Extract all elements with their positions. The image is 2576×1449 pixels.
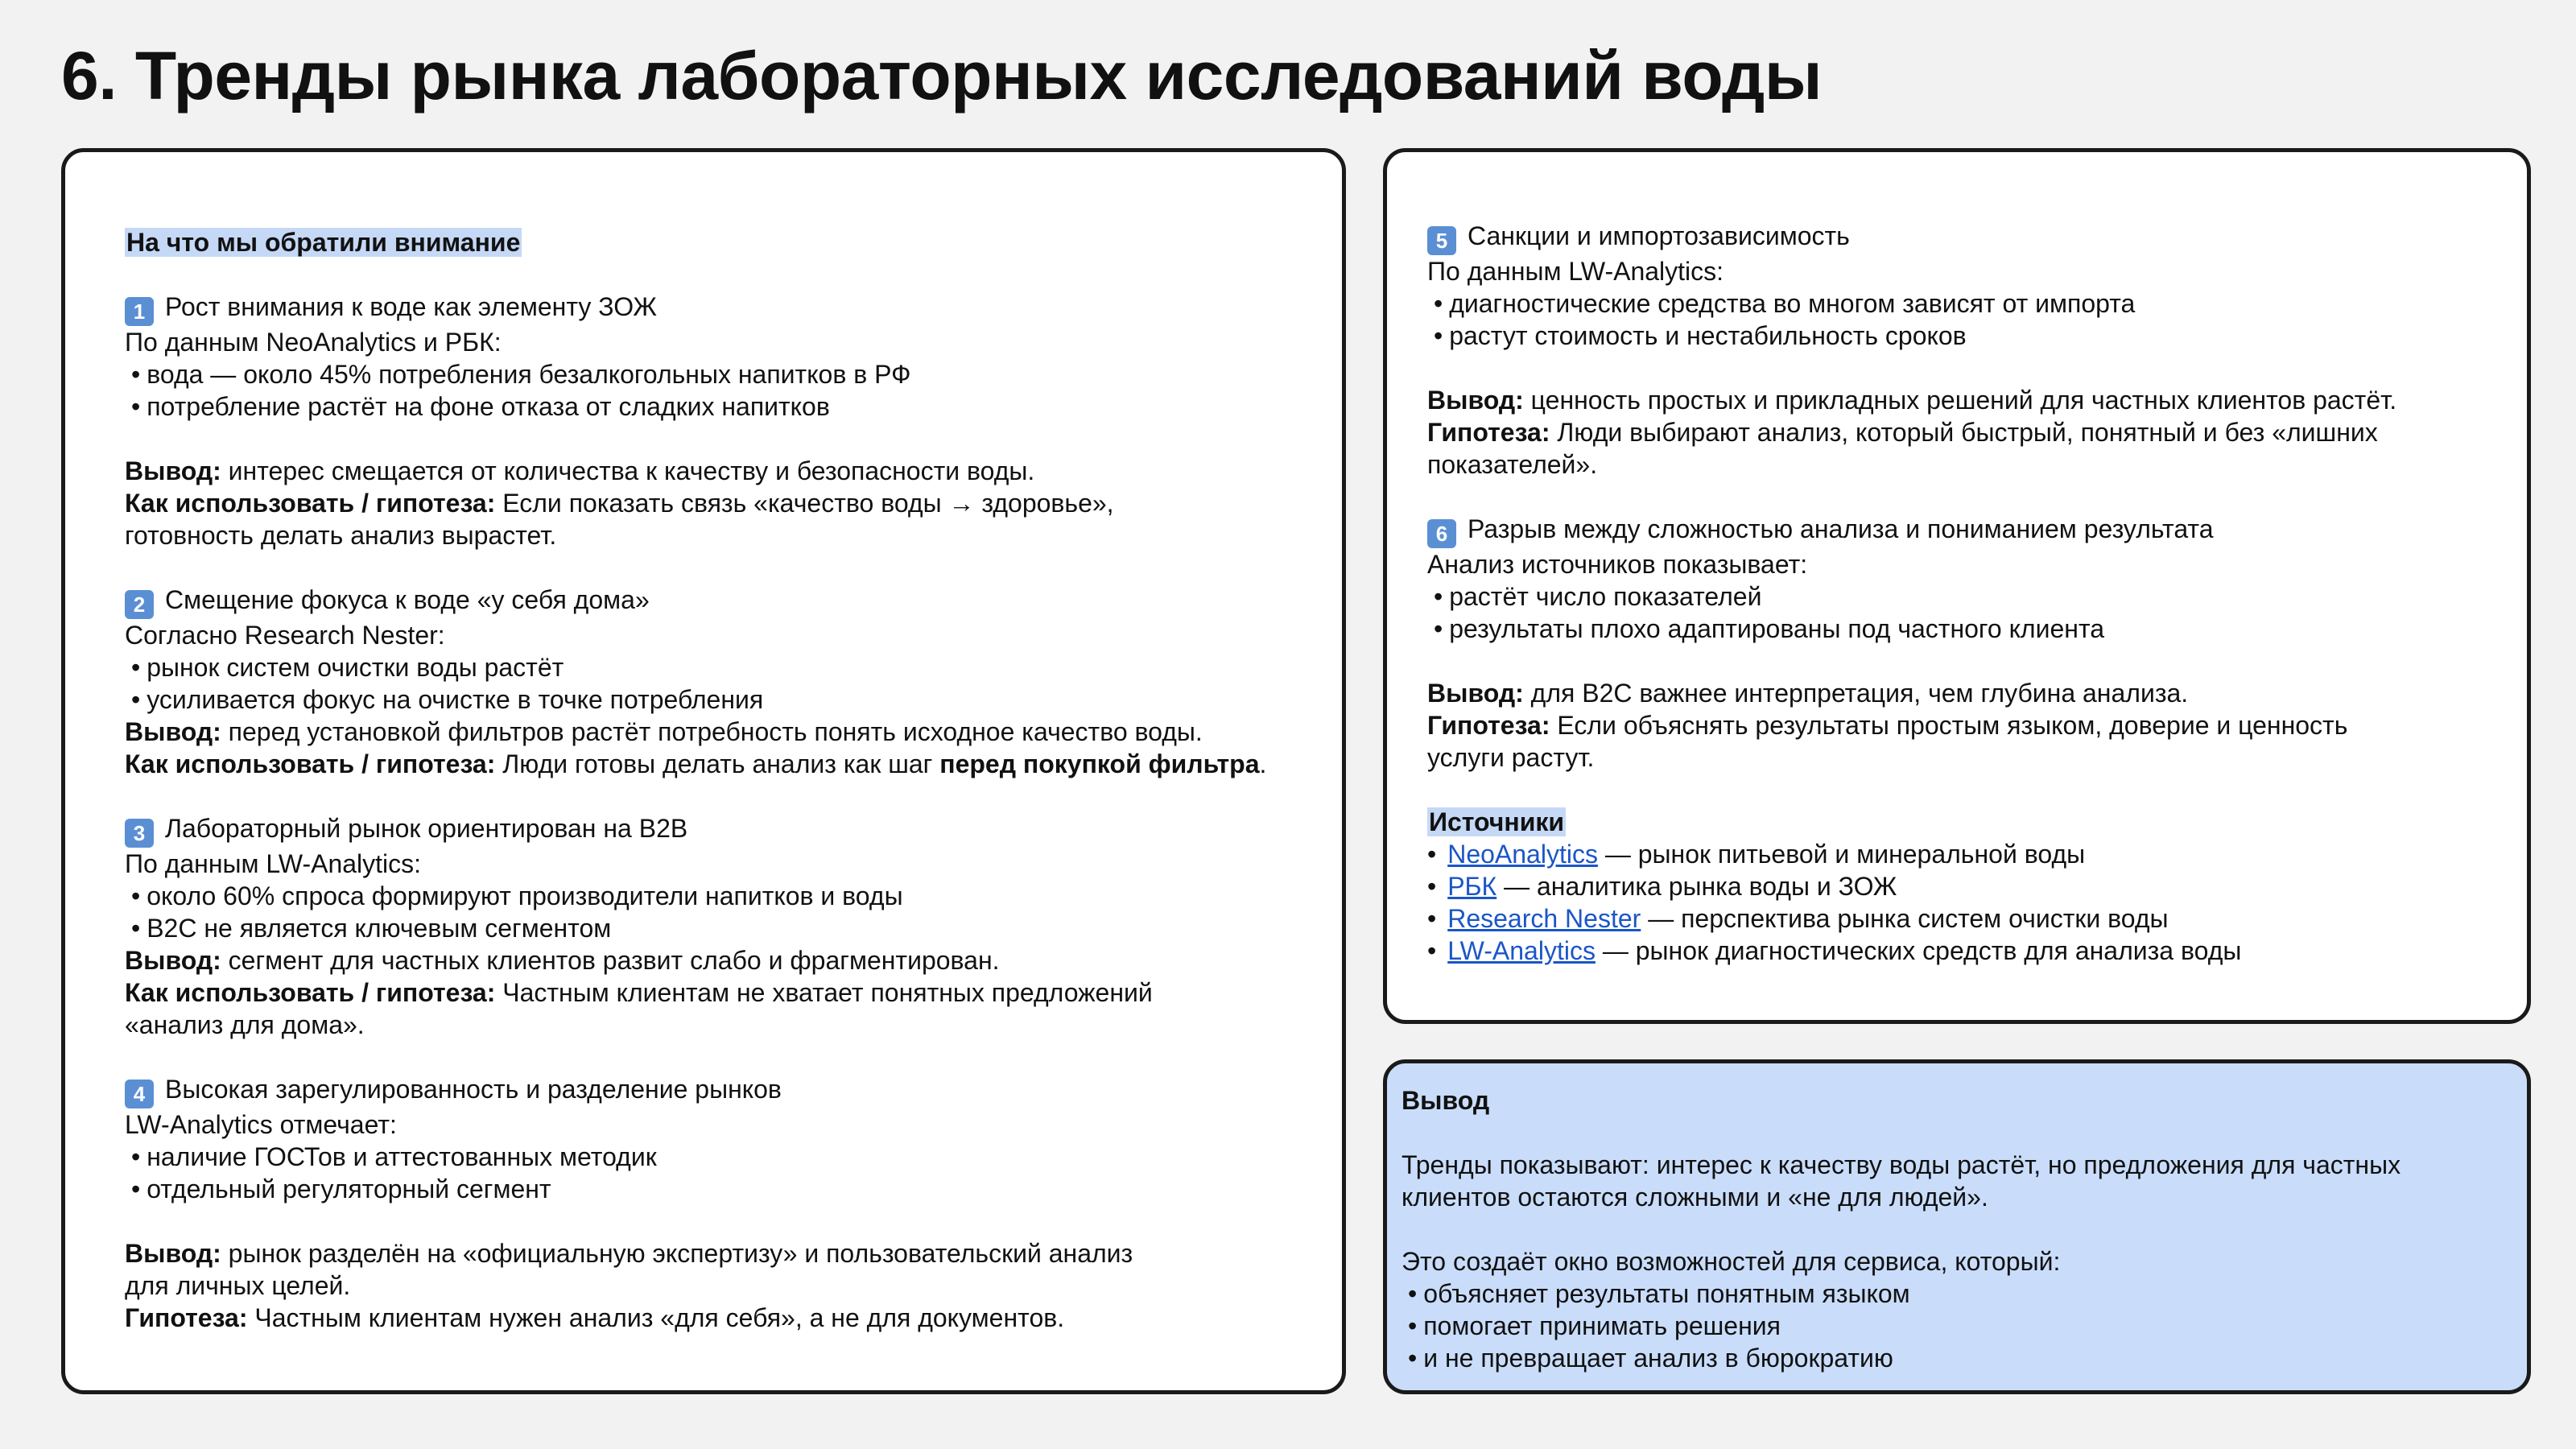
number-5-icon: 5 [1427,226,1456,255]
trend-6-title: 6 Разрыв между сложностью анализа и пониманием результата [1427,513,2487,548]
number-6-icon: 6 [1427,519,1456,548]
trend-1-hypothesis-cont: готовность делать анализ вырастет. [125,521,557,550]
source-item: • LW-Analytics — рынок диагностических средств для анализа воды [1427,935,2487,967]
number-2-icon: 2 [125,590,154,619]
trend-4-hypothesis: Гипотеза: Частным клиентам нужен анализ «для себя», а не для документов. [125,1303,1065,1332]
trend-1-conclusion: Вывод: интерес смещается от количества к качеству и безопасности воды. [125,456,1035,485]
trend-3-intro: По данным LW-Analytics: [125,849,422,878]
trend-1-bullet: • потребление растёт на фоне отказа от сладких напитков [125,390,1281,423]
conclusion-card [1383,1059,2531,1394]
conclusion-paragraph: Тренды показывают: интерес к качеству воды растёт, но предложения для частных [1402,1150,2401,1179]
trend-3-conclusion: Вывод: сегмент для частных клиентов развит слабо и фрагментирован. [125,946,1000,975]
trend-6-hypothesis: Гипотеза: Если объяснять результаты простым языком, доверие и ценность [1427,711,2348,740]
trend-3-title: 3 Лабораторный рынок ориентирован на B2B [125,812,1281,848]
page-title: 6. Тренды рынка лабораторных исследований воды [61,38,1823,114]
trend-2-bullet: • рынок систем очистки воды растёт [125,651,1281,683]
trend-5-hypothesis: Гипотеза: Люди выбирают анализ, который быстрый, понятный и без «лишних [1427,418,2378,447]
trends-card [61,148,1346,1394]
trend-2-bullet: • усиливается фокус на очистке в точке потребления [125,683,1281,716]
trend-3-hypothesis-cont: «анализ для дома». [125,1010,365,1039]
trend-2-intro: Согласно Research Nester: [125,621,445,650]
trend-2-hypothesis: Как использовать / гипотеза: Люди готовы делать анализ как шаг перед покупкой фильтра. [125,749,1267,778]
source-item: • РБК — аналитика рынка воды и ЗОЖ [1427,870,2487,902]
conclusion-intro: Это создаёт окно возможностей для сервиса, который: [1402,1247,2061,1276]
source-item: • Research Nester — перспектива рынка систем очистки воды [1427,902,2487,935]
trend-6-intro: Анализ источников показывает: [1427,550,1808,579]
trend-5-title: 5 Санкции и импортозависимость [1427,220,2487,255]
trend-3-bullet: • B2C не является ключевым сегментом [125,912,1281,944]
trend-1-hypothesis: Как использовать / гипотеза: Если показать связь «качество воды → здоровье», [125,489,1114,518]
trend-1-bullet: • вода — около 45% потребления безалкогольных напитков в РФ [125,358,1281,390]
source-link-lw-analytics[interactable]: LW-Analytics [1447,936,1596,965]
trend-5-hypothesis-cont: показателей». [1427,450,1598,479]
trend-5-conclusion: Вывод: ценность простых и прикладных решений для частных клиентов растёт. [1427,386,2397,415]
sources-heading: Источники [1429,807,1565,836]
number-4-icon: 4 [125,1080,154,1108]
conclusion-paragraph-cont: клиентов остаются сложными и «не для людей». [1402,1183,1988,1212]
trend-3-hypothesis: Как использовать / гипотеза: Частным клиентам не хватает понятных предложений [125,978,1153,1007]
trend-4-conclusion-cont: для личных целей. [125,1271,351,1300]
source-item: • NeoAnalytics — рынок питьевой и минеральной воды [1427,838,2487,870]
number-3-icon: 3 [125,819,154,848]
conclusion-bullet: • помогает принимать решения [1402,1310,2511,1342]
trend-4-intro: LW-Analytics отмечает: [125,1110,397,1139]
trend-5-bullet: • растут стоимость и нестабильность сроков [1427,320,2487,352]
trend-4-bullet: • наличие ГОСТов и аттестованных методик [125,1141,1281,1173]
trend-1-intro: По данным NeoAnalytics и РБК: [125,328,502,357]
trend-5-intro: По данным LW-Analytics: [1427,257,1724,286]
trend-4-bullet: • отдельный регуляторный сегмент [125,1173,1281,1205]
trend-2-title: 2 Смещение фокуса к воде «у себя дома» [125,584,1281,619]
trend-6-bullet: • растёт число показателей [1427,580,2487,613]
trend-4-title: 4 Высокая зарегулированность и разделение рынков [125,1073,1281,1108]
trend-4-conclusion: Вывод: рынок разделён на «официальную экспертизу» и пользовательский анализ [125,1239,1133,1268]
conclusion-bullet: • и не превращает анализ в бюрократию [1402,1342,2511,1374]
trend-6-bullet: • результаты плохо адаптированы под частного клиента [1427,613,2487,645]
trend-6-conclusion: Вывод: для B2C важнее интерпретация, чем глубина анализа. [1427,679,2189,708]
source-link-neoanalytics[interactable]: NeoAnalytics [1447,840,1598,869]
source-link-rbc[interactable]: РБК [1447,872,1497,901]
trend-3-bullet: • около 60% спроса формируют производители напитков и воды [125,880,1281,912]
conclusion-heading: Вывод [1402,1086,1490,1115]
trends-card-continued [1383,148,2531,1024]
number-1-icon: 1 [125,297,154,326]
section-heading: На что мы обратили внимание [126,228,521,257]
trend-1-title: 1 Рост внимания к воде как элементу ЗОЖ [125,291,1281,326]
trend-5-bullet: • диагностические средства во многом зависят от импорта [1427,287,2487,320]
trend-2-conclusion: Вывод: перед установкой фильтров растёт потребность понять исходное качество воды. [125,717,1203,746]
source-link-research-nester[interactable]: Research Nester [1447,904,1641,933]
conclusion-bullet: • объясняет результаты понятным языком [1402,1278,2511,1310]
trend-6-hypothesis-cont: услуги растут. [1427,743,1595,772]
